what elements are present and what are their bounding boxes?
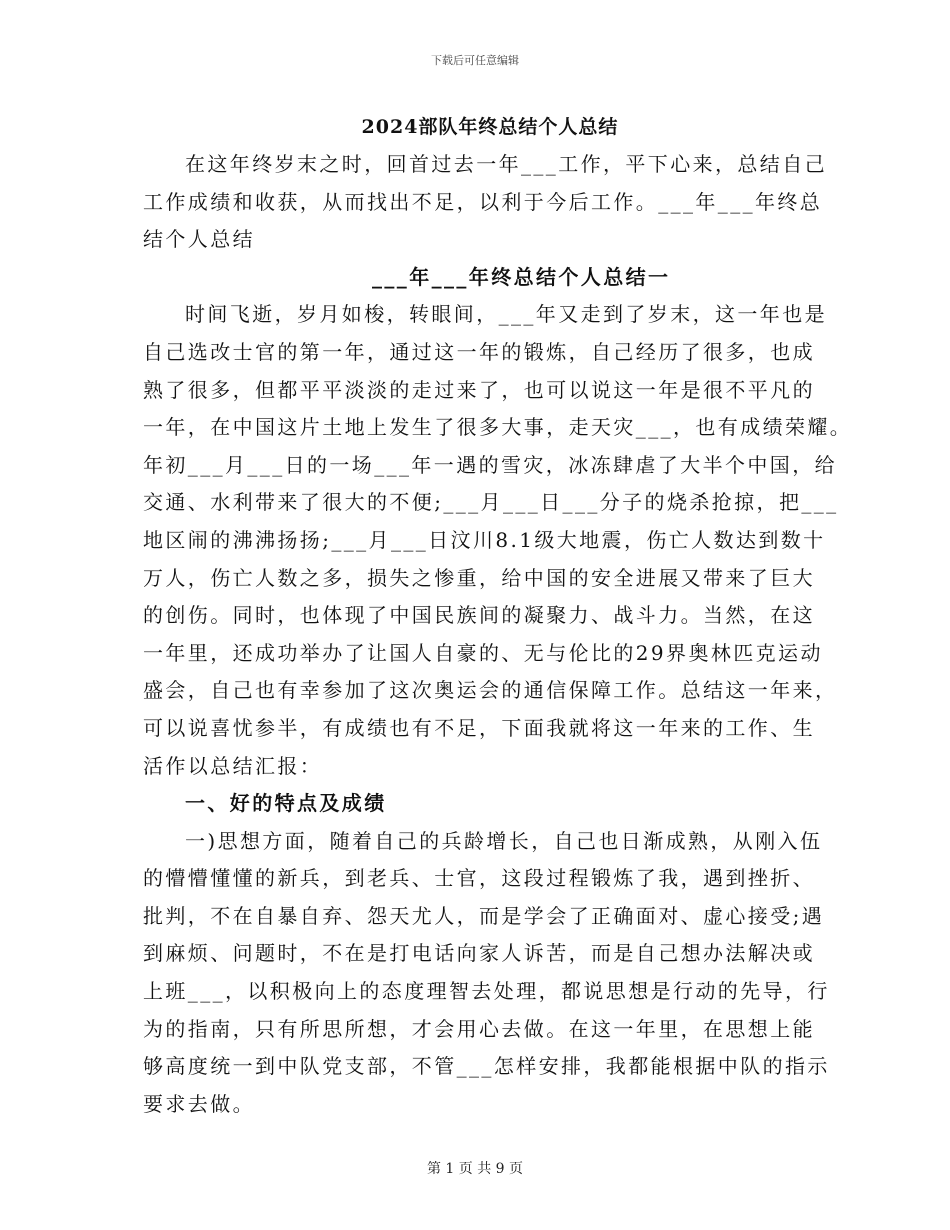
paragraph-line: 一年，在中国这片土地上发生了很多大事，走天灾___，也有成绩荣耀。: [143, 415, 853, 440]
paragraph-line: 一年里，还成功举办了让国人自豪的、无与伦比的29界奥林匹克运动: [143, 640, 823, 665]
paragraph-line: 够高度统一到中队党支部，不管___怎样安排，我都能根据中队的指示: [143, 1054, 830, 1079]
paragraph-line: 上班___，以积极向上的态度理智去处理，都说思想是行动的先导，行: [143, 979, 830, 1004]
paragraph-line: 活作以总结汇报：: [143, 753, 323, 778]
document-title: 2024部队年终总结个人总结: [361, 116, 619, 138]
paragraph-line: 在这年终岁末之时，回首过去一年___工作，平下心来，总结自己: [185, 152, 827, 176]
paragraph-line: 到麻烦、问题时，不在是打电话向家人诉苦，而是自己想办法解决或: [143, 941, 815, 966]
paragraph-line: 一)思想方面，随着自己的兵龄增长，自己也日渐成熟，从刚入伍: [185, 828, 823, 853]
section-subtitle: ___年___年终总结个人总结一: [372, 264, 671, 289]
paragraph-line: 熟了很多，但都平平淡淡的走过来了，也可以说这一年是很不平凡的: [143, 377, 815, 402]
document-body: [143, 146, 853, 1123]
paragraph-line: 的懵懵懂懂的新兵，到老兵、士官，这段过程锻炼了我，遇到挫折、: [143, 866, 815, 891]
paragraph-line: 可以说喜忧参半，有成绩也有不足，下面我就将这一年来的工作、生: [143, 715, 815, 740]
paragraph-line: 要求去做。: [143, 1091, 255, 1116]
paragraph-line: 为的指南，只有所思所想，才会用心去做。在这一年里，在思想上能: [143, 1016, 815, 1041]
paragraph-line: 盛会，自己也有幸参加了这次奥运会的通信保障工作。总结这一年来，: [143, 678, 838, 703]
paragraph-line: 工作成绩和收获，从而找出不足，以利于今后工作。___年___年终总: [143, 189, 823, 214]
page-footer: 第 1 页 共 9 页: [426, 1161, 524, 1177]
download-note: 下载后可任意编辑: [431, 54, 519, 67]
paragraph-line: 批判，不在自暴自弃、怨天尤人，而是学会了正确面对、虚心接受;遇: [143, 903, 825, 928]
paragraph-line: 结个人总结: [143, 227, 255, 252]
paragraph-line: 年初___月___日的一场___年一遇的雪灾，冰冻肆虐了大半个中国，给: [143, 452, 837, 477]
section-heading: 一、好的特点及成绩: [185, 791, 387, 816]
paragraph-line: 交通、水利带来了很大的不便;___月___日___分子的烧杀抢掠，把___: [143, 490, 839, 515]
paragraph-line: 的创伤。同时，也体现了中国民族间的凝聚力、战斗力。当然，在这: [143, 603, 815, 628]
paragraph-line: 地区闹的沸沸扬扬;___月___日汶川8.1级大地震，伤亡人数达到数十: [143, 527, 826, 552]
paragraph-line: 时间飞逝，岁月如梭，转眼间，___年又走到了岁末，这一年也是: [185, 302, 827, 327]
paragraph-line: 万人，伤亡人数之多，损失之惨重，给中国的安全进展又带来了巨大: [143, 565, 815, 590]
paragraph-line: 自己选改士官的第一年，通过这一年的锻炼，自己经历了很多，也成: [143, 339, 815, 364]
